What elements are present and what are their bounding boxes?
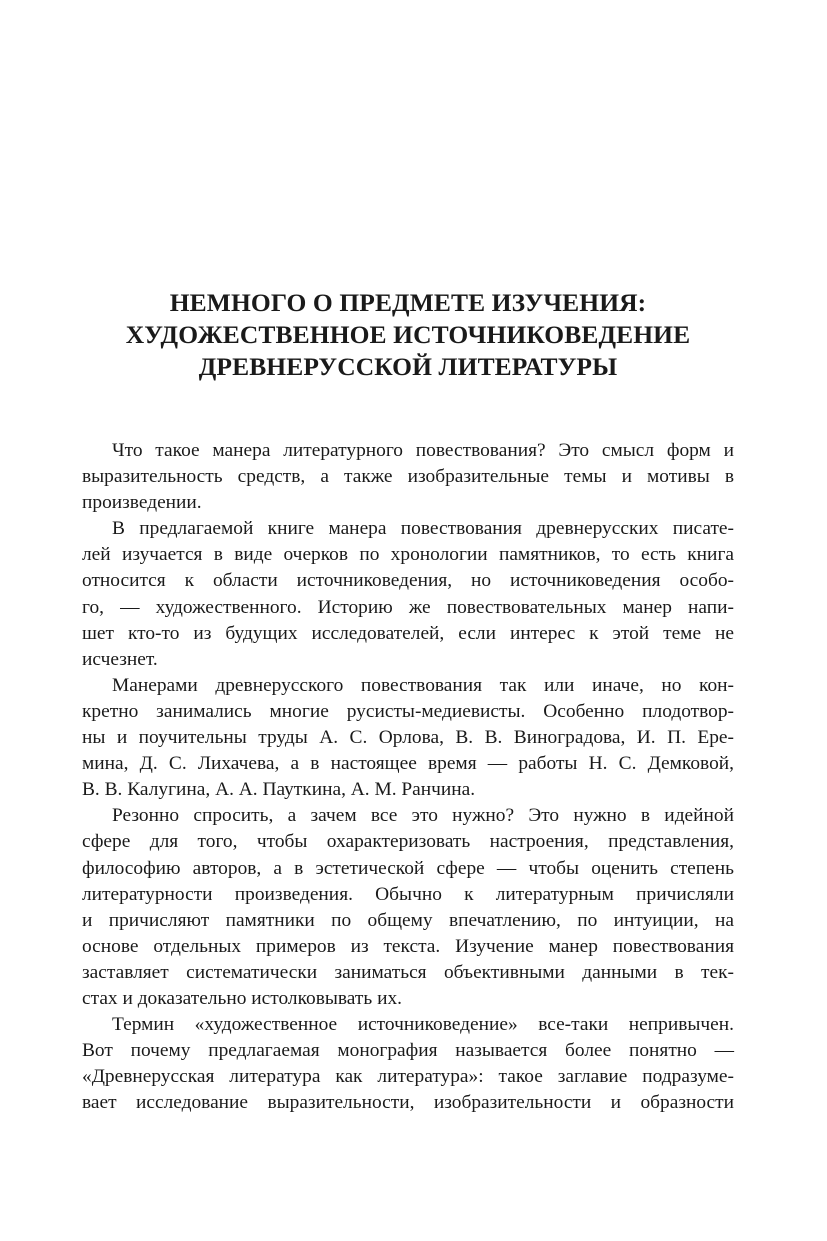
heading-line: ХУДОЖЕСТВЕННОЕ ИСТОЧНИКОВЕДЕНИЕ	[125, 320, 691, 349]
text-line: Термин «художественное источниковедение» все-таки непривычен.	[112, 1014, 734, 1036]
text-line: ны и поучительны труды А. С. Орлова, В. В. Виноградова, И. П. Ере-	[82, 727, 734, 749]
text-line: и причисляют памятники по общему впечатлению, по интуиции, на	[82, 909, 734, 931]
chapter-heading	[82, 287, 734, 383]
paragraph-2	[82, 516, 734, 673]
text-line: исчезнет.	[82, 648, 158, 670]
text-line: лей изучается в виде очерков по хронологии памятников, то есть книга	[82, 544, 734, 566]
text-line: В. В. Калугина, А. А. Пауткина, А. М. Ранчина.	[82, 779, 476, 801]
paragraph-3	[82, 673, 734, 803]
text-line: В предлагаемой книге манера повествования древнерусских писате-	[112, 518, 734, 540]
text-line: стах и доказательно истолковывать их.	[82, 987, 402, 1009]
text-line: го, — художественного. Историю же повествовательных манер напи-	[82, 596, 734, 618]
text-line: выразительность средств, а также изобразительные темы и мотивы в	[82, 466, 734, 488]
body-text	[82, 438, 734, 1116]
text-line: Манерами древнерусского повествования так или иначе, но кон-	[112, 674, 734, 696]
paragraph-1	[82, 438, 734, 516]
paragraph-4	[82, 803, 734, 1012]
text-line: литературности произведения. Обычно к литературным причисляли	[82, 883, 734, 905]
paragraph-5	[82, 1012, 734, 1116]
text-line: заставляет систематически заниматься объективными данными в тек-	[82, 961, 734, 983]
text-line: философию авторов, а в эстетической сфере — чтобы оценить степень	[82, 857, 734, 879]
text-line: Что такое манера литературного повествования? Это смысл форм и	[112, 440, 734, 461]
heading-line: НЕМНОГО О ПРЕДМЕТЕ ИЗУЧЕНИЯ:	[169, 288, 647, 317]
text-line: кретно занимались многие русисты-медиевисты. Особенно плодотвор-	[82, 700, 734, 722]
text-line: вает исследование выразительности, изобразительности и образности	[82, 1092, 734, 1114]
text-line: «Древнерусская литература как литература»: такое заглавие подразуме-	[82, 1066, 734, 1088]
heading-line: ДРЕВНЕРУССКОЙ ЛИТЕРАТУРЫ	[198, 352, 618, 381]
text-line: Резонно спросить, а зачем все это нужно? Это нужно в идейной	[112, 805, 734, 827]
text-line: произведении.	[82, 492, 202, 514]
text-line: относится к области источниковедения, но источниковедения особо-	[82, 570, 734, 592]
text-line: сфере для того, чтобы охарактеризовать настроения, представления,	[82, 831, 734, 853]
text-line: шет кто-то из будущих исследователей, если интерес к этой теме не	[82, 622, 734, 644]
text-line: Вот почему предлагаемая монография называется более понятно —	[82, 1040, 734, 1062]
text-line: мина, Д. С. Лихачева, а в настоящее время — работы Н. С. Демковой,	[82, 753, 734, 775]
text-line: основе отдельных примеров из текста. Изучение манер повествования	[82, 935, 734, 957]
